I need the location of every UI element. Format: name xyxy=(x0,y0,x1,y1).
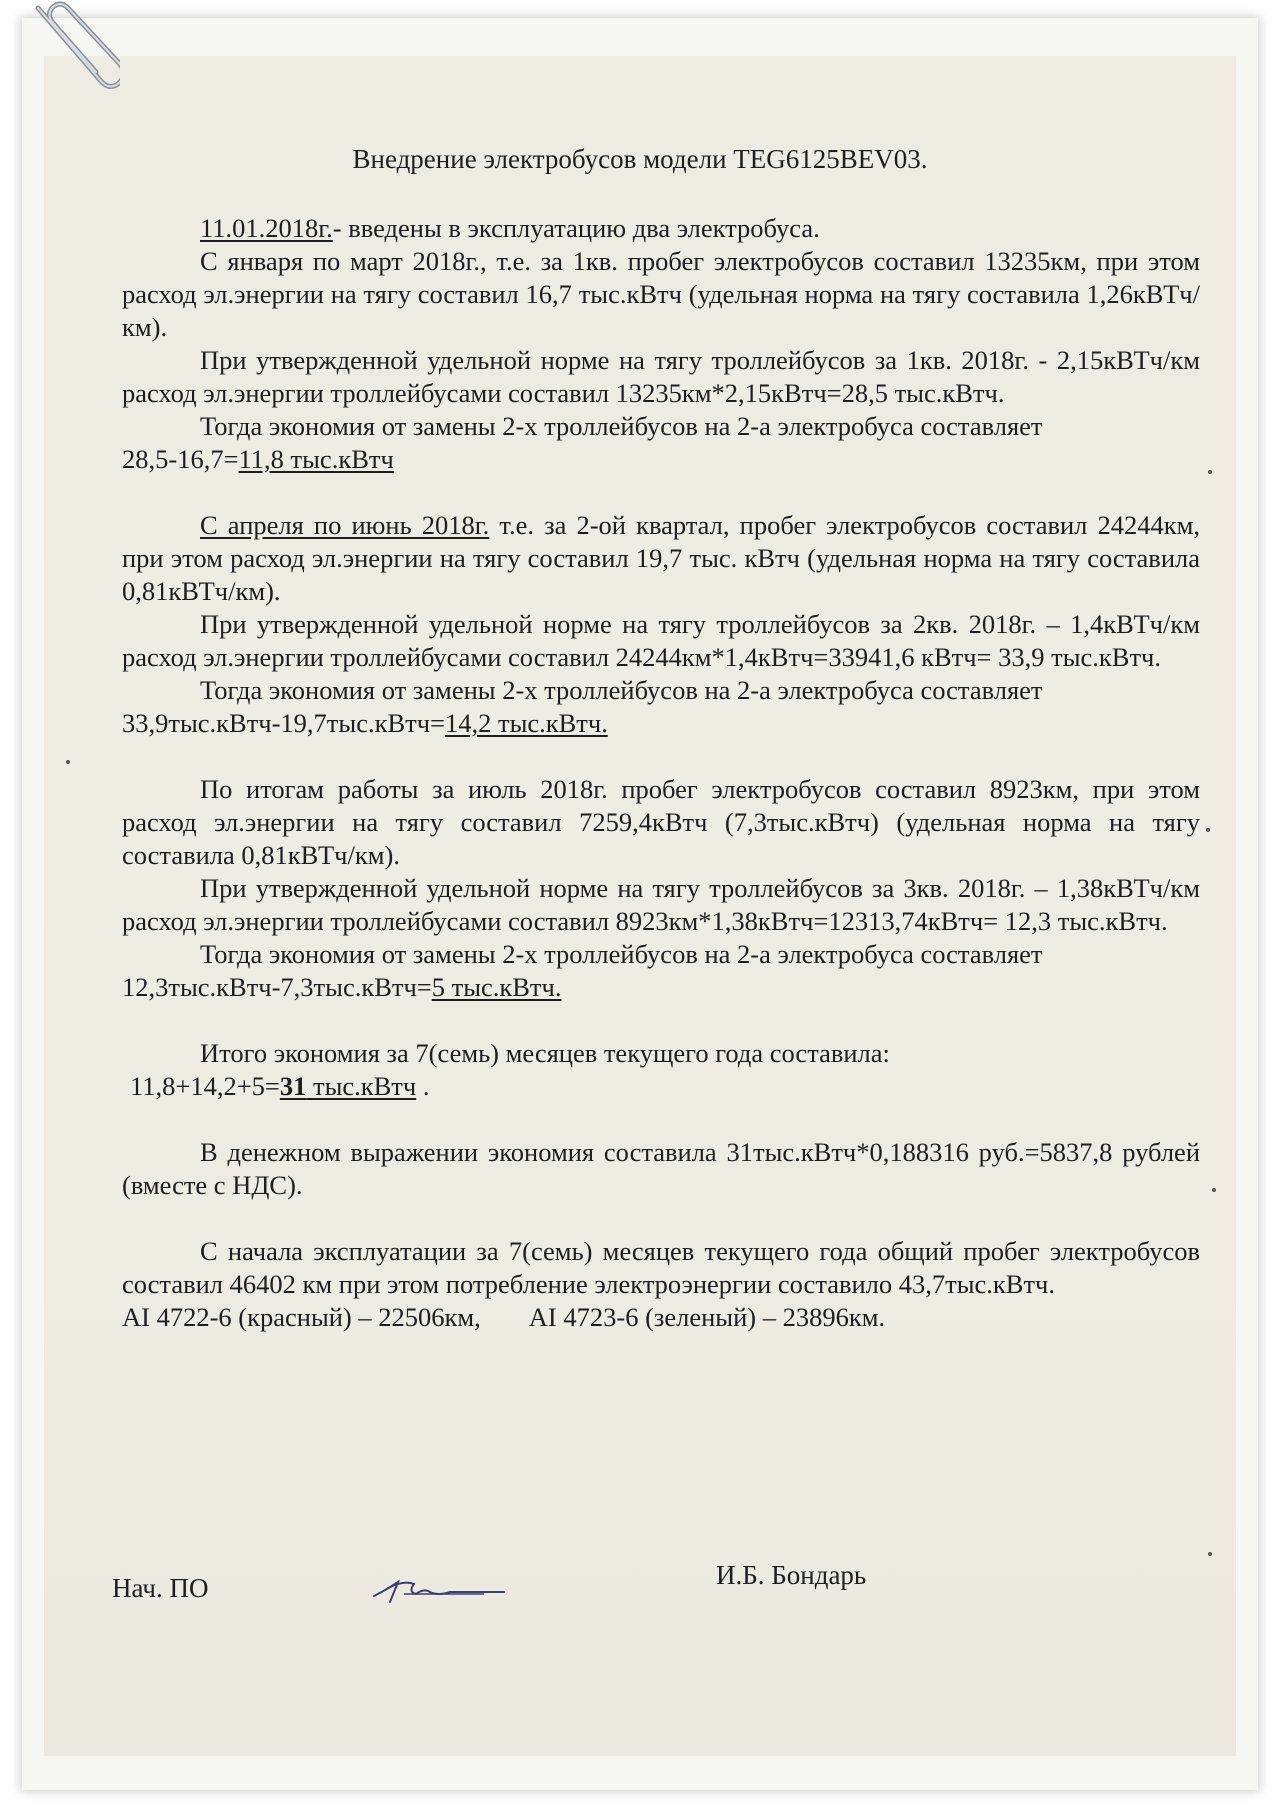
q3-paragraph-2: При утвержденной удельной норме на тягу троллейбусов за 3кв. 2018г. – 1,38кВТч/км расход эл.энергии троллейбусами составил 8923км*1,38кВтч=12313,74кВтч= 12,3 тыс.кВтч. xyxy=(122,873,1200,936)
document-title: Внедрение электробусов модели TEG6125BEV03. xyxy=(352,144,928,174)
signature-graphic xyxy=(364,1562,514,1612)
q2-paragraph-3: Тогда экономия от замены 2-х троллейбусов на 2-а электробуса составляет xyxy=(200,675,1043,705)
paper-speck xyxy=(1208,470,1212,474)
q1-date: 11.01.2018г. xyxy=(200,213,333,243)
paper-speck xyxy=(1206,828,1210,832)
q1-paragraph-3: Тогда экономия от замены 2-х троллейбусов на 2-а электробуса составляет xyxy=(200,411,1043,441)
summary-paragraph: С начала эксплуатации за 7(семь) месяцев текущего года общий пробег электробусов составил 46402 км при этом потребление электроэнергии составило 43,7тыс.кВтч. xyxy=(122,1236,1200,1299)
bus-mileage-line xyxy=(122,1301,1200,1334)
q2-calc: 33,9тыс.кВтч-19,7тыс.кВтч=14,2 тыс.кВтч. xyxy=(122,708,608,738)
document-body xyxy=(122,212,1200,1334)
q2-paragraph-2: При утвержденной удельной норме на тягу троллейбусов за 2кв. 2018г. – 1,4кВТч/км расход эл.энергии троллейбусами составил 24244км*1,4кВтч=33941,6 кВтч= 33,9 тыс.кВтч. xyxy=(122,609,1200,672)
q1-calc: 28,5-16,7=11,8 тыс.кВтч xyxy=(122,444,394,474)
q1-paragraph-1: С января по март 2018г., т.е. за 1кв. пробег электробусов составил 13235км, при этом расход эл.энергии на тягу составил 16,7 тыс.кВтч (удельная норма на тягу составила 1,26кВТч/км). xyxy=(122,246,1200,342)
q2-result: 14,2 тыс.кВтч. xyxy=(444,708,608,738)
bus-red: AI 4722-6 (красный) – 22506км, xyxy=(122,1302,481,1332)
paper-speck xyxy=(1212,1188,1216,1192)
bus-green: AI 4723-6 (зеленый) – 23896км. xyxy=(528,1302,886,1332)
signatory-position: Нач. ПО xyxy=(112,1573,209,1603)
money-paragraph: В денежном выражении экономия составила 31тыс.кВтч*0,188316 руб.=5837,8 рублей (вместе с НДС). xyxy=(122,1137,1200,1200)
q2-period: С апреля по июнь 2018г. xyxy=(200,510,490,540)
paperclip-icon xyxy=(30,0,120,100)
q3-result: 5 тыс.кВтч. xyxy=(431,972,562,1002)
signatory-name: И.Б. Бондарь xyxy=(716,1560,867,1590)
total-label: Итого экономия за 7(семь) месяцев текущего года составила: xyxy=(200,1038,890,1068)
q3-paragraph-3: Тогда экономия от замены 2-х троллейбусов на 2-а электробуса составляет xyxy=(200,939,1043,969)
q1-result: 11,8 тыс.кВтч xyxy=(238,444,394,474)
q1-intro: 11.01.2018г.- введены в эксплуатацию два электробуса. xyxy=(200,213,820,243)
q2-paragraph-1: С апреля по июнь 2018г. т.е. за 2-ой квартал, пробег электробусов составил 24244км, при этом расход эл.энергии на тягу составил 19,7 тыс. кВтч (удельная норма на тягу составила 0,81кВТч/км). xyxy=(122,510,1200,606)
q3-paragraph-1: По итогам работы за июль 2018г. пробег электробусов составил 8923км, при этом расход эл.энергии на тягу составил 7259,4кВтч (7,3тыс.кВтч) (удельная норма на тягу составила 0,81кВТч/км). xyxy=(122,774,1200,870)
paper-speck xyxy=(66,760,70,764)
total-result: 31 тыс.кВтч xyxy=(279,1071,417,1101)
q1-paragraph-2: При утвержденной удельной норме на тягу троллейбусов за 1кв. 2018г. - 2,15кВТч/км расход эл.энергии троллейбусами составил 13235км*2,15кВтч=28,5 тыс.кВтч. xyxy=(122,345,1200,408)
q3-calc: 12,3тыс.кВтч-7,3тыс.кВтч=5 тыс.кВтч. xyxy=(122,972,562,1002)
total-calc: 11,8+14,2+5=31 тыс.кВтч . xyxy=(130,1071,430,1101)
paper-speck xyxy=(1208,1552,1212,1556)
